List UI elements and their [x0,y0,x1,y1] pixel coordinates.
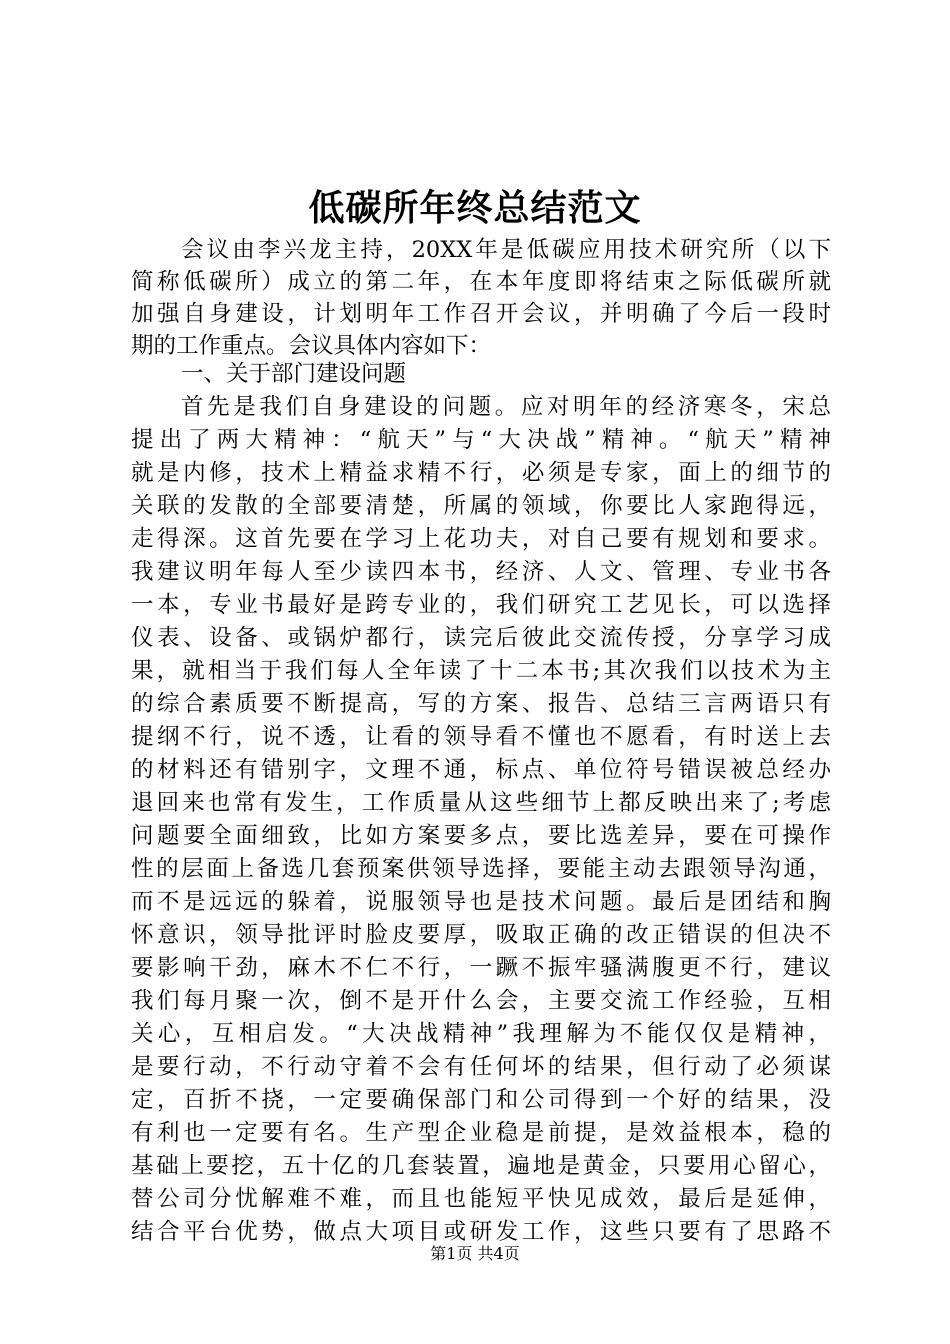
body-line: 怀意识，领导批评时脸皮要厚，吸取正确的改正错误的但决不 [131,922,831,948]
body-line: 要影响干劲，麻木不仁不行，一蹶不振牢骚满腹更不行，建议 [131,955,831,981]
body-line: 我们每月聚一次，倒不是开什么会，主要交流工作经验，互相 [131,988,831,1014]
body-line: 是要行动，不行动守着不会有任何坏的结果，但行动了必须谋 [131,1054,831,1080]
body-line: 走得深。这首先要在学习上花功夫，对自己要有规划和要求。 [131,526,831,552]
body-line: 基础上要挖，五十亿的几套装置，遍地是黄金，只要用心留心， [131,1153,831,1179]
body-line: 退回来也常有发生，工作质量从这些细节上都反映出来了;考虑 [131,790,831,816]
page-number: 第1页 共4页 [430,1244,520,1263]
body-line: 期的工作重点。会议具体内容如下： [131,333,492,359]
body-line: 有利也一定要有名。生产型企业稳是前提，是效益根本，稳的 [131,1120,831,1146]
body-line: 一本，专业书最好是跨专业的，我们研究工艺见长，可以选择 [131,592,831,618]
section-heading: 一、关于部门建设问题 [181,361,407,387]
body-line: 果，就相当于我们每人全年读了十二本书;其次我们以技术为主 [131,658,831,684]
body-line: 首先是我们自身建设的问题。应对明年的经济寒冬，宋总 [181,394,831,420]
body-line: 问题要全面细致，比如方案要多点，要比选差异，要在可操作 [131,823,831,849]
body-line: 而不是远远的躲着，说服领导也是技术问题。最后是团结和胸 [131,889,831,915]
body-line: 替公司分忧解难不难，而且也能短平快见成效，最后是延伸， [131,1186,831,1212]
document-title: 低碳所年终总结范文 [308,187,642,229]
body-line: 定，百折不挠，一定要确保部门和公司得到一个好的结果，没 [131,1087,831,1113]
body-line: 关联的发散的全部要清楚，所属的领域，你要比人家跑得远， [131,493,831,519]
body-line: 关心，互相启发。“大决战精神”我理解为不能仅仅是精神， [131,1021,831,1047]
body-line: 性的层面上备选几套预案供领导选择，要能主动去跟领导沟通， [131,856,831,882]
body-line: 结合平台优势，做点大项目或研发工作，这些只要有了思路不 [131,1219,831,1245]
body-line: 简称低碳所）成立的第二年，在本年度即将结束之际低碳所就 [131,269,831,295]
body-line: 我建议明年每人至少读四本书，经济、人文、管理、专业书各 [131,559,831,585]
body-line: 的材料还有错别字，文理不通，标点、单位符号错误被总经办 [131,757,831,783]
body-line: 的综合素质要不断提高，写的方案、报告、总结三言两语只有 [131,691,831,717]
body-line: 提出了两大精神：“航天”与“大决战”精神。“航天”精神 [131,427,831,453]
body-line: 会议由李兴龙主持，20XX年是低碳应用技术研究所（以下 [181,237,831,263]
body-line: 仪表、设备、或锅炉都行，读完后彼此交流传授，分享学习成 [131,625,831,651]
body-line: 就是内修，技术上精益求精不行，必须是专家，面上的细节的 [131,460,831,486]
body-line: 提纲不行，说不透，让看的领导看不懂也不愿看，有时送上去 [131,724,831,750]
body-line: 加强自身建设，计划明年工作召开会议，并明确了今后一段时 [131,301,831,327]
